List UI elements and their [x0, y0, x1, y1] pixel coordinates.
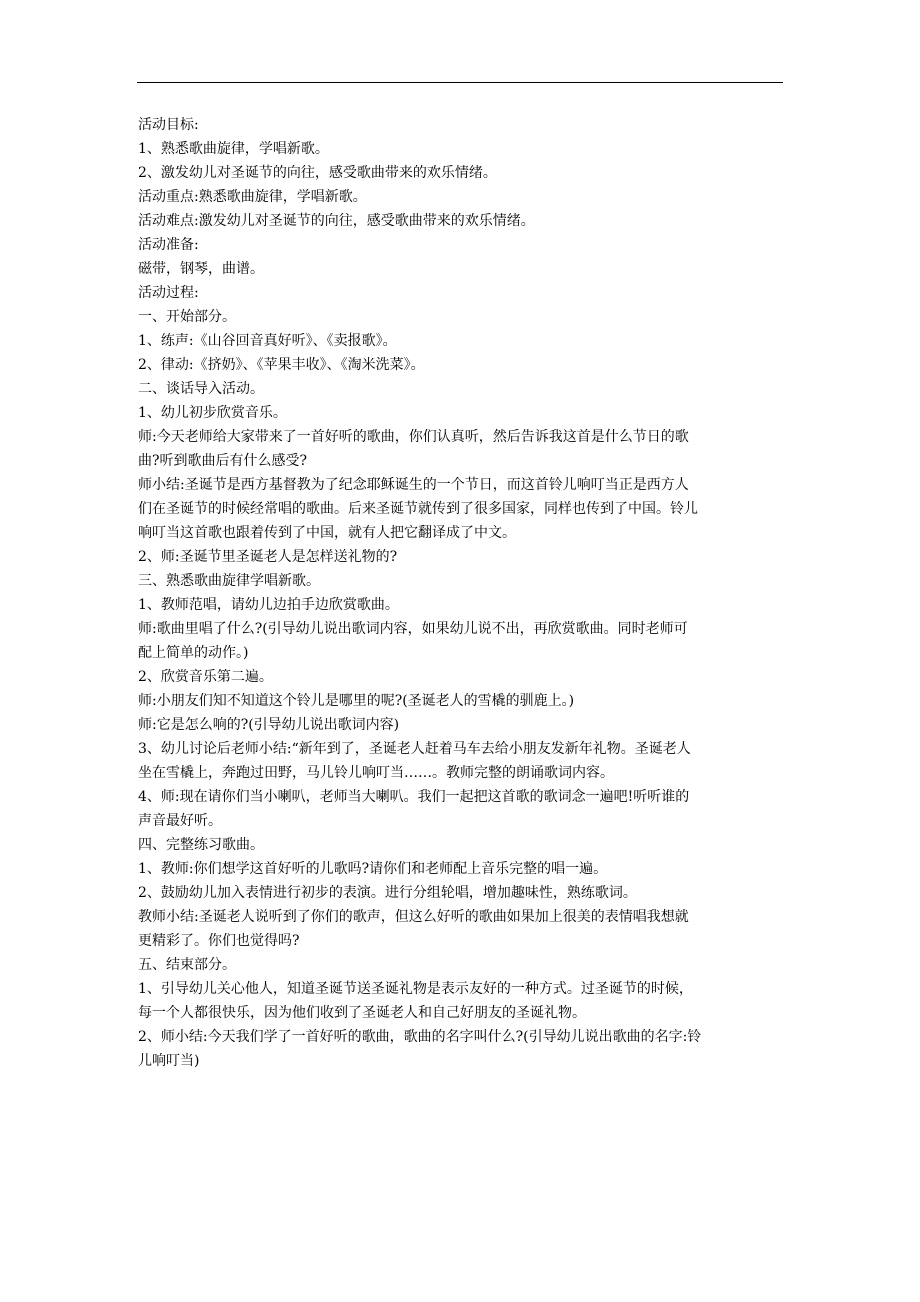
section-3-item-4: 4、师:现在请你们当小喇叭，老师当大喇叭。我们一起把这首歌的歌词念一遍吧!听听谁的	[138, 789, 690, 805]
text-line: 师:今天老师给大家带来了一首好听的歌曲，你们认真听，然后告诉我这首是什么节日的歌	[138, 429, 689, 445]
text-line: 师小结:圣诞节是西方基督教为了纪念耶稣诞生的一个节日，而这首铃儿响叮当正是西方人	[138, 477, 689, 493]
section-1-title: 一、开始部分。	[138, 309, 236, 325]
section-5-item-1: 1、引导幼儿关心他人，知道圣诞节送圣诞礼物是表示友好的一种方式。过圣诞节的时候，	[138, 981, 693, 997]
text-line: 儿响叮当)	[138, 1053, 200, 1069]
heading-activity-goals: 活动目标:	[138, 117, 199, 133]
section-3-item-2: 2、欣赏音乐第二遍。	[138, 669, 273, 685]
section-2-item-1: 1、幼儿初步欣赏音乐。	[138, 405, 287, 421]
text-line: 曲?听到歌曲后有什么感受?	[138, 453, 308, 469]
text-line: 每一个人都很快乐，因为他们收到了圣诞老人和自己好朋友的圣诞礼物。	[138, 1005, 586, 1021]
section-2-title: 二、谈话导入活动。	[138, 381, 264, 397]
text-line: 更精彩了。你们也觉得吗?	[138, 933, 300, 949]
difficult-point: 活动难点:激发幼儿对圣诞节的向往，感受歌曲带来的欢乐情绪。	[138, 213, 535, 229]
text-line: 配上简单的动作。)	[138, 645, 249, 661]
key-point: 活动重点:熟悉歌曲旋律，学唱新歌。	[138, 189, 367, 205]
text-line: 声音最好听。	[138, 813, 222, 829]
header-rule	[137, 82, 783, 83]
section-5-item-2: 2、师小结:今天我们学了一首好听的歌曲，歌曲的名字叫什么?(引导幼儿说出歌曲的名字:铃	[138, 1029, 702, 1045]
section-3-title: 三、熟悉歌曲旋律学唱新歌。	[138, 573, 320, 589]
text-line: 师:歌曲里唱了什么?(引导幼儿说出歌词内容，如果幼儿说不出，再欣赏歌曲。同时老师可	[138, 621, 688, 637]
text-line: 师:小朋友们知不知道这个铃儿是哪里的呢?(圣诞老人的雪橇的驯鹿上。)	[138, 693, 575, 709]
section-4-title: 四、完整练习歌曲。	[138, 837, 264, 853]
text-line: 响叮当这首歌也跟着传到了中国，就有人把它翻译成了中文。	[138, 525, 516, 541]
preparation-items: 磁带，钢琴，曲谱。	[138, 261, 264, 277]
heading-preparation: 活动准备:	[138, 237, 199, 253]
heading-process: 活动过程:	[138, 285, 199, 301]
section-5-title: 五、结束部分。	[138, 957, 236, 973]
section-4-item-2: 2、鼓励幼儿加入表情进行初步的表演。进行分组轮唱，增加趣味性，熟练歌词。	[138, 885, 637, 901]
section-1-item-1: 1、练声:《山谷回音真好听》、《卖报歌》。	[138, 333, 397, 349]
text-line: 师:它是怎么响的?(引导幼儿说出歌词内容)	[138, 717, 400, 733]
goal-item-1: 1、熟悉歌曲旋律，学唱新歌。	[138, 141, 329, 157]
section-4-item-1: 1、教师:你们想学这首好听的儿歌吗?请你们和老师配上音乐完整的唱一遍。	[138, 861, 608, 877]
document-body	[138, 113, 786, 1073]
section-2-item-2: 2、师:圣诞节里圣诞老人是怎样送礼物的?	[138, 549, 398, 565]
goal-item-2: 2、激发幼儿对圣诞节的向往，感受歌曲带来的欢乐情绪。	[138, 165, 497, 181]
section-3-item-1: 1、教师范唱，请幼儿边拍手边欣赏歌曲。	[138, 597, 399, 613]
text-line: 坐在雪橇上，奔跑过田野，马儿铃儿响叮当……。教师完整的朗诵歌词内容。	[138, 765, 614, 781]
text-line: 教师小结:圣诞老人说听到了你们的歌声，但这么好听的歌曲如果加上很美的表情唱我想就	[138, 909, 689, 925]
section-3-item-3: 3、幼儿讨论后老师小结:“新年到了，圣诞老人赶着马车去给小朋友发新年礼物。圣诞老人	[138, 741, 691, 757]
section-1-item-2: 2、律动:《挤奶》、《苹果丰收》、《淘米洗菜》。	[138, 357, 425, 373]
text-line: 们在圣诞节的时候经常唱的歌曲。后来圣诞节就传到了很多国家，同样也传到了中国。铃儿	[138, 501, 698, 517]
